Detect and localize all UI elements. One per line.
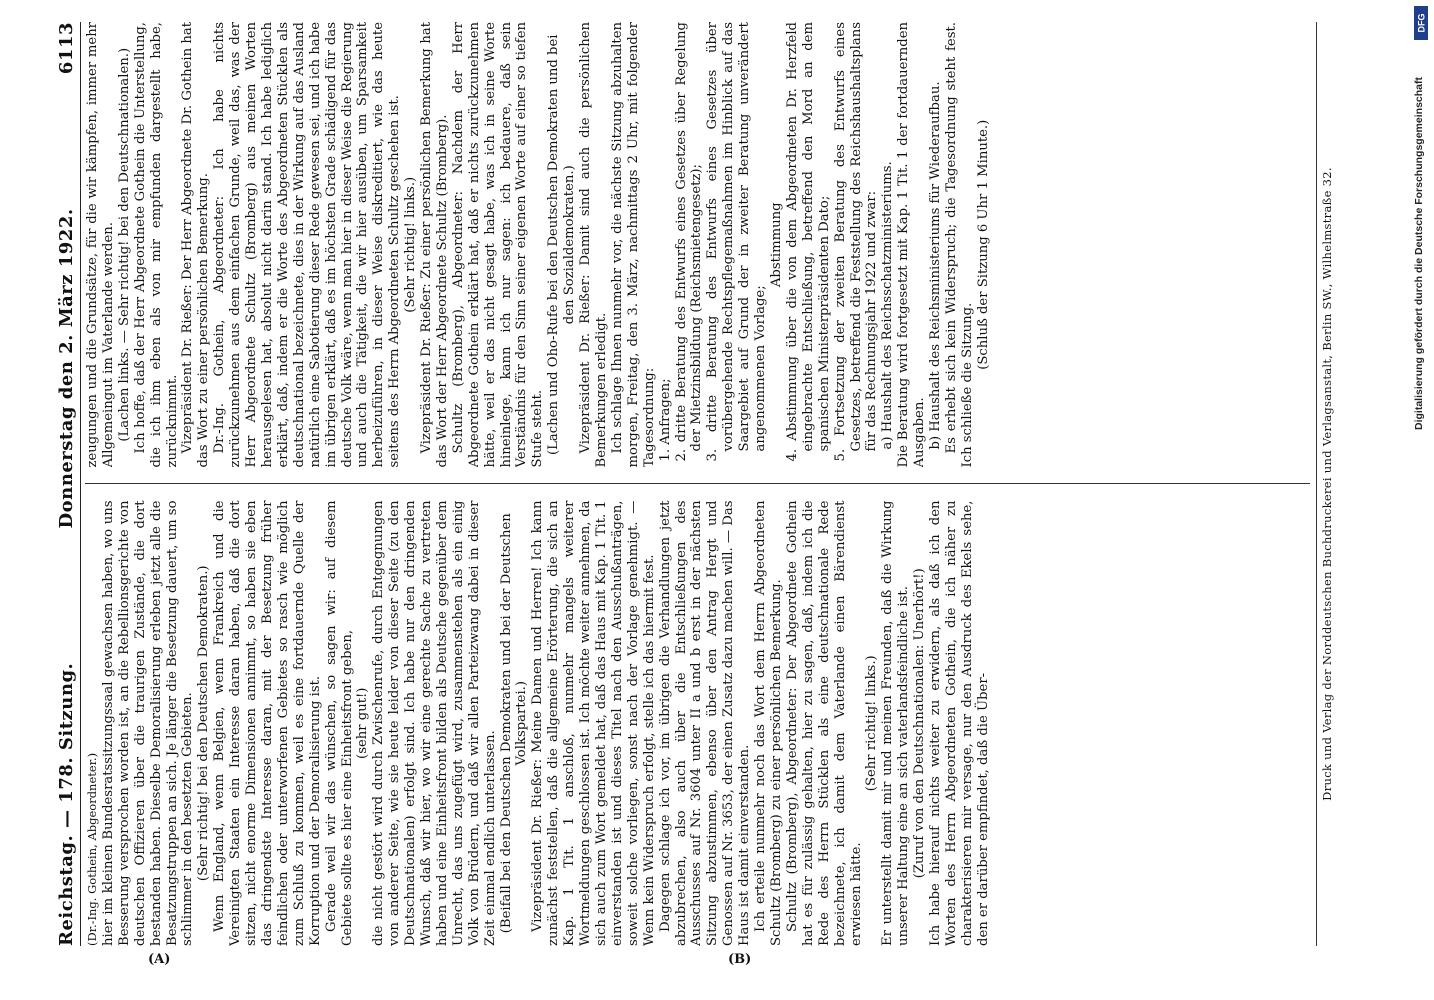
col2-paragraph: zeugungen und die Grundsätze, für die wir kämpfen, immer mehr Allgemeingut im Vaterlande werden. [85, 22, 116, 468]
digitization-credit-strip [1406, 0, 1434, 1000]
col1-paragraph: Er unterstellt damit mir und meinen Freunden, daß die Wirkung unserer Haltung eine an sich vaterlandsfeindliche ist. [880, 500, 912, 946]
col2-paragraph: Vizepräsident Dr. Rießer: Der Herr Abgeordnete Dr. Gothein hat das Wort zu einer persönlichen Bemerkung. [180, 22, 212, 468]
text-columns [85, 22, 1310, 946]
page-number: 6113 [56, 22, 77, 75]
col2-paragraph: Vizepräsident Dr. Rießer: Zu einer persönlichen Bemerkung hat das Wort der Herr Abgeordnete Schultz (Bromberg). [419, 22, 450, 468]
col2-paragraph: Schultz (Bromberg), Abgeordneter: Nachdem der Herr Abgeordnete Gothein erklärt hat, daß er nichts zurückzunehmen hätte, weil er das nicht gesagt habe, was ich in seine Worte hineinlege, kann ich nur sagen: ich bedauere, daß sein Verständnis für den Sinn seiner eigenen Worte auf einer so tiefen Stufe steht. [450, 22, 546, 468]
col2-paragraph: Ich hoffe, daß der Herr Abgeordnete Gothein die Unterstellung, die ich ihm eben als von mir empfunden dargestellt habe, zurücknimmt. [132, 22, 180, 468]
col1-paragraph: Ich erteile nunmehr noch das Wort dem Herrn Abgeordneten Schultz (Bromberg) zu einer persönlichen Bemerkung. [753, 500, 784, 946]
col2-paragraph: (Sehr richtig! links.) [403, 176, 419, 313]
col2-paragraph: (Schluß der Sitzung 6 Uhr 1 Minute.) [975, 119, 991, 370]
margin-letter-b: (B) [728, 952, 752, 967]
col2-paragraph: Es erhebt sich kein Widerspruch; die Tagesordnung steht fest. Ich schließe die Sitzung. [943, 22, 975, 468]
col2-paragraph: Die Beratung wird fortgesetzt mit Kap. 1 Tit. 1 der fortdauernden Ausgaben. [896, 22, 928, 468]
col1-paragraph: (Dr.-Ing. Gothein, Abgeordneter.) [85, 752, 99, 946]
col2-paragraph: a) Haushalt des Reichsschatzministeriums. [880, 161, 896, 450]
col1-paragraph: Ich habe hierauf nichts weiter zu erwidern, als daß ich den Worten des Herrn Abgeordneten Gothein, die ich näher zu charakterisieren mir versage, nur den Ausdruck des Ekels sehe, den er darüber empfindet, daß die Über- [928, 500, 991, 946]
col1-paragraph: (Zuruf von den Deutschnationalen: Unerhört!) [912, 568, 928, 879]
col2-paragraph: 2. dritte Beratung des Entwurfs eines Gesetzes über Regelung der Mietzinsbildung (Reichsmietengesetz); [673, 22, 705, 462]
col2-paragraph: 3. dritte Beratung des Entwurfs eines Gesetzes über vorübergehende Rechtspflegemaßnahmen im Hinblick auf das Saargebiet auf Grund der in zweiter Beratung unverändert angenommenen Vorlage; [705, 22, 769, 462]
col1-paragraph: die nicht gestört wird durch Zwischenrufe, durch Entgegnungen von anderer Seite, wie sie heute leider von dieser Seite (zu den Deutschnationalen) erfolgt sind. Ich habe nur den dringenden Wunsch, daß wir hier, wo wir eine gerechte Sache zu vertreten haben und eine Einheitsfront bilden als Deutsche gegenüber dem Unrecht, das uns zugefügt wird, zusammenstehen als ein einig Volk von Brüdern, und daß wir allen Parteizwang dabei in dieser Zeit einmal endlich unterlassen. [371, 500, 498, 946]
col2-paragraph: 5. Fortsetzung der zweiten Beratung des Entwurfs eines Gesetzes, betreffend die Feststellung des Reichshaushaltsplans für das Rechnungsjahr 1922 und zwar: [832, 22, 880, 462]
col1-paragraph: Gerade weil wir das wünschen, so sagen wir: auf diesem Gebiete sollte es hier eine Einheitsfront geben, [323, 500, 355, 946]
col2-paragraph: Ich schlage Ihnen nunmehr vor, die nächste Sitzung abzuhalten morgen, Freitag, den 3. März, nachmittags 2 Uhr, mit folgender Tagesordnung: [609, 22, 657, 468]
col1-paragraph: Dagegen schlage ich vor, im übrigen die Verhandlungen jetzt abzubrechen, also auch über die Entschließungen des Ausschusses auf Nr. 3604 unter II a und b erst in der nächsten Sitzung abzustimmen, ebenso über den Antrag Hergt und Genossen auf Nr. 3653, der einen Zusatz dazu machen will. — Das Haus ist damit einverstanden. [657, 500, 753, 946]
col2-paragraph: b) Haushalt des Reichsministeriums für Wiederaufbau. [928, 81, 944, 450]
dfg-logo-icon: DFG [1414, 6, 1428, 40]
col1-paragraph: (Sehr richtig! bei den Deutschen Demokraten.) [196, 565, 212, 882]
col1-paragraph: (sehr gut!) [355, 687, 371, 759]
column-left [85, 501, 1310, 947]
printer-imprint: Druck und Verlag der Norddeutschen Buchdruckerei und Verlagsanstalt, Berlin SW., Wilhelmstraße 32. [1316, 22, 1334, 946]
col1-paragraph: Wenn England, wenn Belgien, wenn Frankreich und die Vereinigten Staaten ein Interesse daran haben, daß die dort sitzen, nicht enorme Dimensionen annimmt, so haben sie eben das dringendste Interesse daran, mit der Besetzung früher feindlichen oder unterworfenen Gebietes so rasch wie möglich zum Schluß zu kommen, weil es eine fortdauernde Quelle der Korruption und der Demoralisierung ist. [212, 500, 323, 946]
document-page [48, 10, 1388, 967]
col2-paragraph: Abstimmung [768, 202, 784, 288]
col2-paragraph: 1. Anfragen; [657, 378, 673, 462]
col1-paragraph: hier im kleinen Bundesratssitzungssaal gewachsen haben, wo uns Besserung versprochen worden ist, an die Rebellionsgerichte von deutschen Offizieren über die traurigen Zustände, die dort bestanden haben. Dieselbe Demoralisierung erleben jetzt alle die Besatzungstruppen an sich. Je länger die Besetzung dauert, um so schlimmer in den besetzten Gebieten. [100, 500, 196, 946]
column-divider [85, 484, 1310, 485]
col2-paragraph: 4. Abstimmung über die von dem Abgeordneten Dr. Herzfeld eingebrachte Entschließung, betreffend den Mord an dem spanischen Ministerpräsidenten Dato; [784, 22, 832, 462]
col1-paragraph: (Beifall bei den Deutschen Demokraten und bei der Deutschen Volkspartei.) [498, 513, 530, 934]
page-header [56, 22, 81, 946]
col1-paragraph: Vizepräsident Dr. Rießer: Meine Damen und Herren! Ich kann zunächst feststellen, daß die allgemeine Erörterung, die sich an Kap. 1 Tit. 1 anschloß, nunmehr mangels weiterer Wortmeldungen geschlossen ist. Ich möchte weiter annehmen, da sich auch zum Wort gemeldet hat, daß das Haus mit Kap. 1 Tit. 1 einverstanden ist und dieses Titel nach den Ausschußanträgen, soweit solche vorliegen, sonst nach der Vorlage genehmigt. — Wenn kein Widerspruch erfolgt, stelle ich das hiermit fest. [530, 500, 657, 946]
col2-paragraph: Vizepräsident Dr. Rießer: Damit sind auch die persönlichen Bemerkungen erledigt. [578, 22, 609, 468]
col1-paragraph: (Sehr richtig! links.) [864, 655, 880, 792]
column-right [85, 22, 1310, 468]
col2-paragraph: Dr.-Ing. Gothein, Abgeordneter: Ich habe nichts zurückzunehmen aus dem einfachen Grunde, weil das, was der Herr Abgeordnete Schultz (Bromberg) aus meinen Worten herausgelesen hat, absolut nicht darin stand. Ich habe lediglich erklärt, daß, indem er die Worte des Abgeordneten Stücklen als deutschnational bezeichnete, dies in der Wirkung auf das Ausland natürlich eine Sabotierung dieser Rede gewesen sei, und ich habe im übrigen erklärt, daß es im höchsten Grade schädigend für das deutsche Volk wäre, wenn man hier in dieser Weise die Regierung und auch die Tätigkeit, die wir hier ausüben, um Sparsamkeit herbeizuführen, in dieser Weise diskreditiert, wie das heute seitens des Herrn Abgeordneten Schultz geschehen ist. [212, 22, 403, 468]
col1-paragraph: Schultz (Bromberg), Abgeordneter: Der Abgeordnete Gothein hat es für zulässig gehalten, hier zu sagen, daß, indem ich die Rede des Herrn Stücklen als eine deutschnationale Rede bezeichnete, ich damit dem Vaterlande einen Bärendienst erwiesen hätte. [784, 500, 864, 946]
col2-paragraph: (Lachen und Oho-Rufe bei den Deutschen Demokraten und bei den Sozialdemokraten.) [546, 34, 578, 455]
rotated-page-content [48, 10, 1388, 960]
header-left: Reichstag. — 178. Sitzung. [56, 662, 77, 946]
margin-letter-a: (A) [148, 952, 171, 967]
header-date: Donnerstag den 2. März 1922. [56, 208, 77, 529]
digitization-credit-text: Digitalisierung gefördert durch die Deutsche Forschungsgemeinschaft [1413, 77, 1425, 430]
col2-paragraph: (Lachen links. — Sehr richtig! bei den Deutschnationalen.) [116, 47, 132, 442]
